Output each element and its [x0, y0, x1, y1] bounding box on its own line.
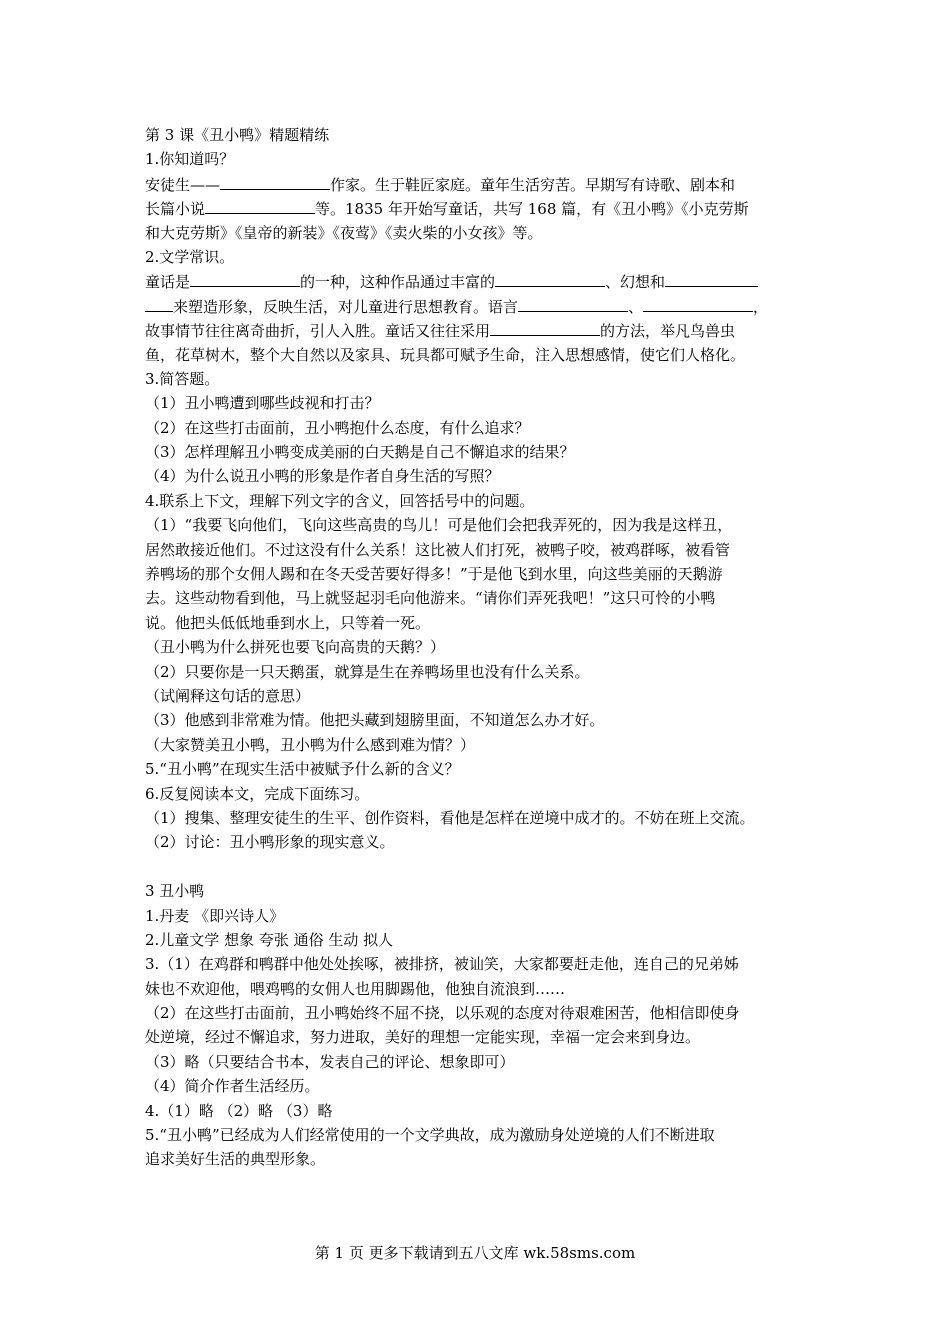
answer-1: 1.丹麦 《即兴诗人》 [145, 906, 285, 925]
answer-5-line: 追求美好生活的典型形象。 [145, 1150, 326, 1169]
q2-line-4: 鱼，花草树木，整个大自然以及家具、玩具都可赋予生命，注入思想感情，使它们人格化。 [145, 345, 746, 364]
q1-line-1 [145, 172, 815, 196]
section-gap [145, 855, 815, 879]
q5: 5.“丑小鸭”在现实生活中被赋予什么新的含义？ [145, 760, 460, 779]
fill-blank [190, 269, 300, 287]
q1-text: 等。1835 年开始写童话，共写 168 篇，有《丑小鸭》《小克劳斯 [315, 200, 749, 219]
q3-item: （2）在这些打击面前，丑小鸭抱什么态度，有什么追求？ [145, 418, 530, 437]
q1-heading: 1.你知道吗？ [145, 150, 235, 169]
q2-line-1 [145, 269, 815, 293]
q2-text: ， [753, 297, 769, 316]
q6-heading: 6.反复阅读本文，完成下面练习。 [145, 784, 370, 803]
answers-heading: 3 丑小鸭 [145, 882, 205, 901]
q4-passage-line: （1）“我要飞向他们，飞向这些高贵的鸟儿！可是他们会把我弄死的，因为我是这样丑， [145, 516, 733, 535]
q2-heading: 2.文学常识。 [145, 247, 235, 266]
q2-text: 来塑造形象，反映生活，对儿童进行思想教育。语言 [173, 297, 519, 316]
q4-question: （大家赞美丑小鸭，丑小鸭为什么感到难为情？） [145, 735, 476, 754]
answer-3-line: 3.（1）在鸡群和鸭群中他处处挨啄，被排挤，被讪笑，大家都要赶走他，连自己的兄弟姊 [145, 955, 739, 974]
q1-text: 安徒生—— [145, 175, 221, 194]
page-footer: 第 1 页 更多下载请到五八文库 wk.58sms.com [314, 1244, 636, 1262]
q3-heading: 3.简答题。 [145, 369, 220, 388]
q1-line-2 [145, 196, 815, 220]
q6-item: （1）搜集、整理安徒生的生平、创作资料，看他是怎样在逆境中成才的。不妨在班上交流。 [145, 808, 755, 827]
answer-3-line: 妹也不欢迎他，喂鸡鸭的女佣人也用脚踢他，他独自流浪到…… [145, 979, 566, 998]
q6-item: （2）讨论：丑小鸭形象的现实意义。 [145, 833, 395, 852]
q2-line-2 [145, 294, 815, 318]
answer-3-line: （2）在这些打击面前，丑小鸭始终不屈不挠，以乐观的态度对待艰难困苦，他相信即使身 [145, 1004, 740, 1023]
q4-passage-line: 去。这些动物看到他，马上就竖起羽毛向他游来。“请你们弄死我吧！”这只可怜的小鸭 [145, 589, 716, 608]
fill-blank [205, 196, 315, 214]
q2-text: 故事情节往往离奇曲折，引人入胜。童话又往往采用 [145, 322, 491, 341]
q1-line-3: 和大克劳斯》《皇帝的新装》《夜莺》《卖火柴的小女孩》等。 [145, 223, 543, 242]
answer-3-line: 处逆境，经过不懈追求，努力进取，美好的理想一定能实现，幸福一定会来到身边。 [145, 1028, 701, 1047]
q3-item: （1）丑小鸭遭到哪些歧视和打击？ [145, 394, 380, 413]
fill-blank [490, 318, 600, 336]
document-body [145, 123, 815, 1172]
q3-item: （4）为什么说丑小鸭的形象是作者自身生活的写照？ [145, 467, 500, 486]
fill-blank [518, 294, 628, 312]
q2-text: 的方法，举凡鸟兽虫 [600, 322, 736, 341]
q4-passage-line: （2）只要你是一只天鹅蛋，就算是生在养鸭场里也没有什么关系。 [145, 662, 590, 681]
answer-3-line: （4）简介作者生活经历。 [145, 1077, 320, 1096]
q1-text: 作家。生于鞋匠家庭。童年生活穷苦。早期写有诗歌、剧本和 [330, 175, 736, 194]
q2-text: 的一种，这种作品通过丰富的 [300, 273, 496, 292]
q4-passage-line: 说。他把头低低地垂到水上，只等着一死。 [145, 613, 431, 632]
q4-question: （丑小鸭为什么拼死也要飞向高贵的天鹅？） [145, 638, 446, 657]
fill-blank [665, 269, 758, 287]
q2-text: 、幻想和 [605, 273, 666, 292]
q4-heading: 4.联系上下文，理解下列文字的含义，回答括号中的问题。 [145, 491, 535, 510]
q4-passage-line: 养鸭场的那个女佣人踢和在冬天受苦要好得多！”于是他飞到水里，向这些美丽的天鹅游 [145, 565, 723, 584]
fill-blank [495, 269, 605, 287]
page-title: 第 3 课《丑小鸭》精题精练 [145, 126, 330, 144]
q1-text: 长篇小说 [145, 200, 206, 219]
q4-question: （试阐释这句话的意思） [145, 686, 311, 705]
q2-text: 、 [628, 297, 644, 316]
answer-3-line: （3）略（只要结合书本，发表自己的评论、想象即可） [145, 1052, 515, 1071]
q2-text: 童话是 [145, 273, 191, 292]
answer-5-line: 5.“丑小鸭”已经成为人们经常使用的一个文学典故，成为激励身处逆境的人们不断进取 [145, 1126, 715, 1145]
fill-blank [145, 294, 173, 312]
q2-line-3 [145, 318, 815, 342]
answer-2: 2.儿童文学 想象 夸张 通俗 生动 拟人 [145, 930, 394, 949]
q4-passage-line: （3）他感到非常难为情。他把头藏到翅膀里面，不知道怎么办才好。 [145, 711, 605, 730]
q3-item: （3）怎样理解丑小鸭变成美丽的白天鹅是自己不懈追求的结果？ [145, 443, 575, 462]
answer-4: 4.（1）略 （2）略 （3）略 [145, 1101, 333, 1120]
fill-blank [220, 172, 330, 190]
fill-blank [643, 294, 753, 312]
q4-passage-line: 居然敢接近他们。不过这没有什么关系！这比被人们打死，被鸭子咬，被鸡群啄，被看管 [145, 540, 731, 559]
